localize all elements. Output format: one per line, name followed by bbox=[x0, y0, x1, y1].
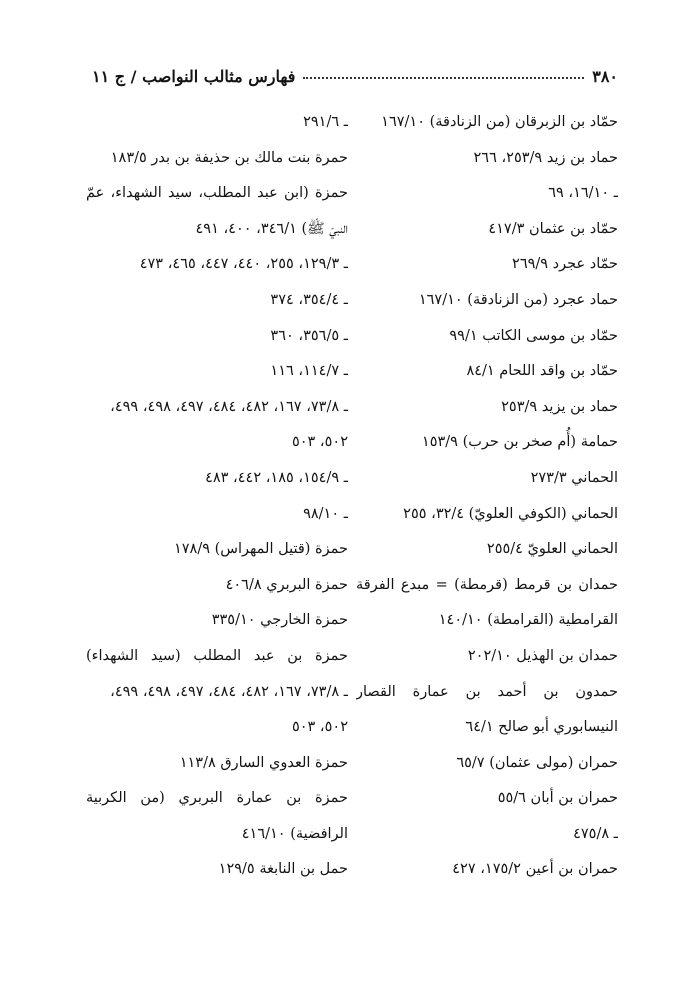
index-entry: حمران بن أبان ٥٥/٦ bbox=[497, 790, 618, 807]
index-entry: حماد بن زيد ٢٥٣/٩، ٢٦٦ bbox=[473, 149, 618, 166]
index-entry: النبيّ ﷺ) ٣٤٦/١، ٤٠٠، ٤٩١ bbox=[195, 220, 348, 237]
index-entry: ـ ٩٨/١٠ bbox=[303, 505, 348, 522]
index-entry: ٥٠٢، ٥٠٣ bbox=[291, 719, 348, 736]
index-entry: ـ ١٢٩/٣، ٢٥٥، ٤٤٠، ٤٤٧، ٤٦٥، ٤٧٣ bbox=[139, 256, 348, 273]
index-entry: ـ ١١٤/٧، ١١٦ bbox=[270, 363, 348, 380]
index-entry: الحماني (الكوفي العلويّ) ٣٢/٤، ٢٥٥ bbox=[403, 505, 618, 522]
index-entry: الحماني العلويّ ٢٥٥/٤ bbox=[486, 541, 618, 558]
index-column-left bbox=[86, 105, 348, 888]
index-entry: حمّاد بن الزبرقان (من الزنادقة) ١٦٧/١٠ bbox=[381, 114, 618, 130]
index-column-right bbox=[356, 105, 618, 888]
index-entry: ـ ١٥٤/٩، ١٨٥، ٤٤٢، ٤٨٣ bbox=[205, 469, 348, 486]
index-entry: حمدان بن الهذيل ٢٠٢/١٠ bbox=[467, 647, 618, 664]
index-entry: حمدون بن أحمد بن عمارة القصار bbox=[356, 683, 618, 700]
page-number: ٣٨٠ bbox=[592, 67, 618, 86]
index-entry: ـ ٣٥٦/٥، ٣٦٠ bbox=[270, 327, 348, 344]
index-entry: حمزة العدوي السارق ١١٣/٨ bbox=[179, 754, 348, 771]
index-entry: حمزة بن عبد المطلب (سيد الشهداء) bbox=[86, 647, 348, 664]
index-entry: حمّاد بن واقد اللحام ٨٤/١ bbox=[466, 363, 618, 380]
index-entry: ـ ٧٣/٨، ١٦٧، ٤٨٢، ٤٨٤، ٤٩٧، ٤٩٨، ٤٩٩، bbox=[110, 683, 348, 700]
running-title: فهارس مثالب النواصب / ج ١١ bbox=[92, 67, 296, 86]
index-entry: حمّاد عجرد ٢٦٩/٩ bbox=[512, 256, 618, 273]
header-dotted-leader bbox=[303, 77, 584, 79]
index-entry: حمران بن أعين ١٧٥/٢، ٤٢٧ bbox=[452, 861, 618, 878]
index-entry: حمزة (قتيل المهراس) ١٧٨/٩ bbox=[173, 541, 348, 558]
index-entry: حمرة بنت مالك بن حذيفة بن بدر ١٨٣/٥ bbox=[110, 149, 348, 166]
index-entry: ـ ٤٧٥/٨ bbox=[573, 825, 618, 842]
index-entry: حمدان بن قرمط (قرمطة) = مبدع الفرقة bbox=[356, 576, 618, 593]
index-entry: حمّاد بن عثمان ٤١٧/٣ bbox=[488, 220, 618, 237]
index-entry: ـ ١٦/١٠، ٦٩ bbox=[548, 185, 618, 202]
index-entry: النيسابوري أبو صالح ٦٤/١ bbox=[465, 719, 618, 736]
index-entry: حمّاد بن موسى الكاتب ٩٩/١ bbox=[449, 327, 618, 344]
index-entry: الحماني ٢٧٣/٣ bbox=[530, 469, 618, 486]
index-entry: القرامطية (القرامطة) ١٤٠/١٠ bbox=[438, 612, 618, 629]
index-entry: حمران (مولى عثمان) ٦٥/٧ bbox=[456, 754, 618, 771]
index-entry: حمزة (ابن عبد المطلب، سيد الشهداء، عمّ bbox=[86, 185, 348, 202]
index-entry: حمامة (أُم صخر بن حرب) ١٥٣/٩ bbox=[421, 434, 618, 451]
index-entry: ٥٠٢، ٥٠٣ bbox=[291, 434, 348, 451]
index-entry: حمزة البربري ٤٠٦/٨ bbox=[225, 576, 348, 593]
index-entry: ـ ٣٥٤/٤، ٣٧٤ bbox=[270, 291, 348, 308]
index-entry: حمل بن النابغة ١٢٩/٥ bbox=[218, 861, 348, 878]
index-entry: ـ ٢٩١/٦ bbox=[303, 114, 348, 130]
index-entry: حماد عجرد (من الزنادقة) ١٦٧/١٠ bbox=[418, 291, 618, 308]
index-entry: ـ ٧٣/٨، ١٦٧، ٤٨٢، ٤٨٤، ٤٩٧، ٤٩٨، ٤٩٩، bbox=[110, 398, 348, 415]
index-entry: الرافضية) ٤١٦/١٠ bbox=[241, 825, 348, 842]
index-entry: حمزة الخارجي ٣٣٥/١٠ bbox=[211, 612, 348, 629]
index-entry: حماد بن يزيد ٢٥٣/٩ bbox=[501, 398, 618, 415]
index-entry: حمزة بن عمارة البربري (من الكربية bbox=[86, 790, 348, 807]
page-header bbox=[92, 58, 618, 86]
